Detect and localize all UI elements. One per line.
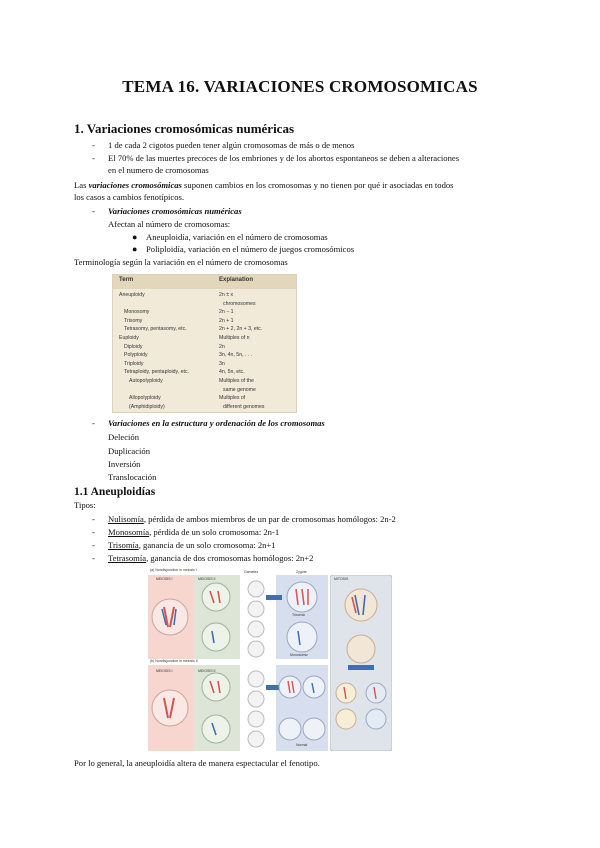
paragraph: Las variaciones cromosómicas suponen cambios en los cromosomas y no tienen por qué ir asociadas en todos [74, 180, 454, 190]
figure-label: (a) Nondisjunction in meiosis I [150, 568, 197, 572]
nondisjunction-figure [148, 567, 392, 753]
dash-icon: - [92, 553, 95, 563]
figure-label: (b) Nondisjunction in meiosis II [150, 659, 198, 663]
table-cell-term: (Amphidiploidy) [129, 403, 165, 410]
table-cell-explanation: 2n [219, 343, 225, 350]
dash-icon: - [92, 514, 95, 524]
table-cell-explanation: Multiples of n [219, 335, 250, 341]
table-cell-explanation: same genome [223, 386, 256, 393]
table-cell-explanation: Multiples of the [219, 378, 254, 384]
table-cell-explanation: 3n [219, 360, 225, 367]
table-cell-term: Autopolyploidy [129, 378, 163, 384]
structure-item: Deleción [108, 432, 140, 442]
figure-label: Gametes [244, 570, 259, 574]
figure-label: Monosomic [290, 653, 308, 657]
table-cell-explanation: 2n − 1 [219, 309, 234, 316]
terminology-table [112, 274, 297, 413]
structure-item: Translocación [108, 472, 157, 482]
table-cell-explanation: different genomes [223, 403, 265, 410]
figure-label: MEIOSIS I [156, 577, 173, 581]
table-cell-explanation: 4n, 5n, etc. [219, 369, 245, 376]
conclusion: Por lo general, la aneuploidía altera de manera espectacular el fenotipo. [74, 758, 320, 768]
dash-icon: - [92, 418, 95, 428]
paragraph-line2: los casos a cambios fenotípicos. [74, 192, 185, 202]
figure-label: MEIOSIS I [156, 669, 173, 673]
structure-item: Inversión [108, 459, 141, 469]
dash-icon: - [92, 527, 95, 537]
dash-icon: - [92, 140, 95, 150]
tipos-label: Tipos: [74, 500, 96, 510]
panel-meiosis-i [148, 575, 328, 659]
table-cell-term: Euploidy [119, 335, 139, 341]
table-cell-explanation: 2n + 2, 2n + 3, etc. [219, 326, 263, 333]
table-header-term: Term [119, 277, 134, 283]
table-cell-explanation: Multiples of [219, 395, 246, 402]
section-heading-numeric: 1. Variaciones cromosómicas numéricas [74, 121, 295, 136]
figure-label: Normal [296, 743, 308, 747]
figure-label: Trisomic [292, 613, 306, 617]
table-cell-term: Monosomy [124, 309, 150, 316]
table-header-explanation: Explanation [219, 277, 254, 283]
table-cell-explanation: 2n + 1 [219, 317, 234, 324]
section-heading-aneuploidias: 1.1 Aneuploidías [74, 486, 156, 498]
page-title: TEMA 16. VARIACIONES CROMOSOMICAS [122, 77, 478, 96]
dash-icon: - [92, 206, 95, 216]
table-cell-term: Tetraploidy, pentaploidy, etc. [124, 369, 189, 376]
figure-label: MEIOSIS II [198, 577, 216, 581]
table-cell-term: Tetrasomy, pentasomy, etc. [124, 326, 187, 333]
figure-label: Zygote [296, 570, 307, 574]
affect-label: Afectan al número de cromosomas: [108, 219, 231, 229]
table-cell-term: Triploidy [124, 360, 144, 367]
table-cell-explanation: 2n ± x [219, 292, 234, 298]
panel-mitosis [330, 575, 392, 751]
table-cell-term: Diploidy [124, 343, 143, 350]
bullet-icon: ● [132, 244, 138, 254]
structure-item: Duplicación [108, 446, 150, 456]
panel-meiosis-ii [148, 665, 328, 751]
figure-label: MEIOSIS II [198, 669, 216, 673]
table-cell-term: Polyploidy [124, 352, 148, 359]
terminology-label: Terminología según la variación en el número de cromosomas [74, 257, 288, 267]
figure-label: MITOSIS [334, 577, 349, 581]
table-cell-term: Aneuploidy [119, 292, 145, 298]
table-cell-term: Allopolyploidy [129, 395, 161, 402]
dash-icon: - [92, 540, 95, 550]
list-item-continuation: en el numero de cromosomas [108, 165, 209, 175]
table-cell-explanation: 3n, 4n, 5n, . . . [219, 352, 253, 359]
dash-icon: - [92, 153, 95, 163]
table-cell-explanation: chromosomes [223, 300, 256, 307]
table-header [113, 275, 296, 289]
bullet-icon: ● [132, 232, 138, 242]
table-cell-term: Trisomy [124, 317, 143, 324]
